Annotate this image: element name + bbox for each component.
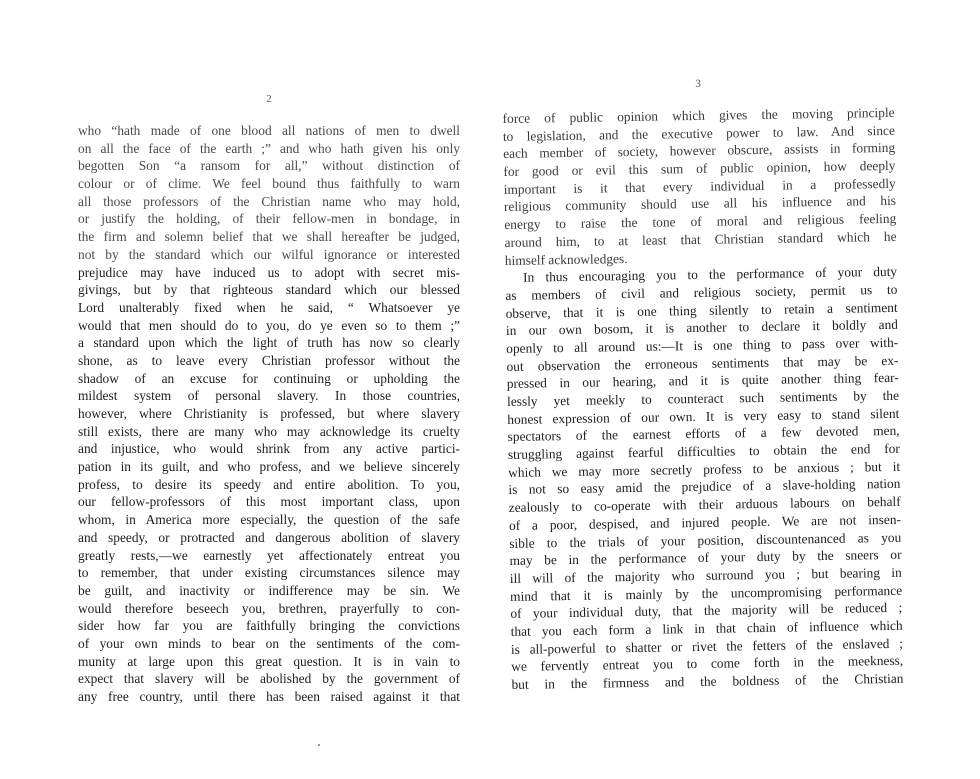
text-line: any free country, until there has been raised against it that [78,689,460,704]
text-line: observe, that it is one thing silently to retain a sentiment [505,299,898,321]
text-line: on all the face of the earth ;” and who hath given his only [78,140,460,156]
left-page-number: 2 [266,93,272,105]
text-line: greatly rests,—we earnestly yet affectionately entreat you [78,547,460,563]
text-line: pressed in our hearing, and it is quite another thing fear- [506,370,899,392]
text-line: pation in its guilt, and who profess, and we believe sincerely [78,459,460,475]
text-line: sider how far you are faithfully bringing the convictions [78,618,460,634]
text-line: in our own bosom, it is another to declare it boldly and [505,317,899,339]
text-line: shone, as to leave every Christian professor without the [78,352,460,368]
text-line: In thus encouraging you to the performance of your duty [522,264,898,285]
text-line: that you each form a link in that chain of influence which [510,617,903,639]
text-line: energy to raise the tone of moral and religious feeling [504,210,897,233]
paper-speck [318,744,320,746]
text-line: which we may more secretly profess to be anxious ; but it [508,458,901,480]
text-line: profess, to desire its speedy and entire abolition. To you, [78,476,460,492]
text-line: our fellow-professors of this most important class, upon [78,494,460,510]
right-page-text [502,104,903,694]
text-line: may be in the performance of your duty by the sneers or [509,546,902,569]
text-line: openly to all around us:—It is one thing to pass over with- [506,334,899,356]
text-line: mind that it is mainly by the uncompromising performance [509,582,903,604]
text-line: is all-powerful to shatter or rivet the fetters of the enslaved ; [510,635,904,657]
text-line: sible to the trials of your position, discountenanced as you [509,529,902,551]
text-line: or justify the holding, of their fellow-men in bondage, in [78,211,460,227]
left-page-text [78,122,460,706]
right-page [502,74,904,694]
text-line: spectators of the earnest efforts of a few devoted men, [507,423,900,445]
text-line: of a poor, despised, and injured people. We are not insen- [508,511,902,533]
text-line: of your individual duty, that the majority will be reduced ; [510,600,903,622]
text-line: to remember, that under existing circumstances silence may [78,565,460,581]
text-line: struggling against fearful difficulties to obtain the end for [507,440,900,463]
text-line: ill will of the majority who surround you ; but bearing in [509,564,902,586]
text-line: force of public opinion which gives the moving principle [502,104,895,126]
text-line: whom, in America more especially, the question of the safe [78,512,460,528]
text-line: munity at large upon this great question. It is in vain to [78,653,460,669]
text-line: a standard upon which the light of truth has now so clearly [78,335,460,351]
text-line: each member of society, however obscure, assists in forming [503,140,896,162]
text-line: but in the firmness and the boldness of the Christian [511,670,904,692]
text-line: would therefore beseech you, brethren, prayerfully to con- [78,600,460,616]
text-line: shadow of an excuse for continuing or upholding the [78,370,460,386]
text-line: honest expression of our own. It is very easy to stand silent [507,405,900,427]
text-line: not by the standard which our wilful ignorance or interested [78,246,460,262]
text-line: would that men should do to you, do ye even so to them ;” [78,317,460,333]
text-line: important is it that every individual in a professedly [503,175,896,197]
text-line: mildest system of personal slavery. In those countries, [78,388,460,404]
text-line: prejudice may have induced us to adopt with secret mis- [78,264,460,280]
text-line: is not so easy amid the prejudice of a slave-holding nation [508,476,901,498]
text-line: around him, to at least that Christian standard which he [504,228,897,250]
text-line: out observation the erroneous sentiments that may be ex- [506,352,899,374]
text-line: religious community should use all his influence and his [503,193,897,215]
text-line: of your own minds to bear on the sentiments of the com- [78,635,460,651]
text-line: begotten Son “a ransom for all,” without distinction of [78,158,460,174]
left-page [78,92,460,706]
text-line: be guilt, and inactivity or indifference may be sin. We [78,582,460,598]
text-line: the firm and solemn belief that we shall hereafter be judged, [78,229,460,245]
text-line: colour or of clime. We feel bound thus faithfully to warn [78,176,460,192]
text-line: lessly yet meekly to counteract such sentiments by the [506,387,900,409]
text-line: expect that slavery will be abolished by the government of [78,671,460,687]
text-line: however, where Christianity is professed, but where slavery [78,406,460,421]
text-line: as members of civil and religious society, permit us to [505,281,898,303]
right-page-number: 3 [695,77,701,90]
text-line: we fervently entreat you to come forth in the meekness, [511,653,904,675]
text-line: to legislation, and the executive power to law. And since [502,122,895,144]
text-line: zealously to co-operate with their arduous labours on behalf [508,493,901,516]
text-line: still exists, there are many who may acknowledge its cruelty [78,423,460,439]
text-line: himself acknowledges. [504,250,628,268]
text-line: Lord unalterably fixed when he said, “ Whatsoever ye [78,299,460,315]
text-line: and injustice, who would shrink from any active partici- [78,441,460,457]
text-line: for good or evil this sum of public opinion, how deeply [503,157,896,180]
text-line: who “hath made of one blood all nations of men to dwell [78,123,460,138]
text-line: givings, but by that righteous standard which our blessed [78,282,460,298]
text-line: and speedy, or protracted and dangerous abolition of slavery [78,529,460,545]
text-line: all those professors of the Christian name who may hold, [78,193,460,209]
